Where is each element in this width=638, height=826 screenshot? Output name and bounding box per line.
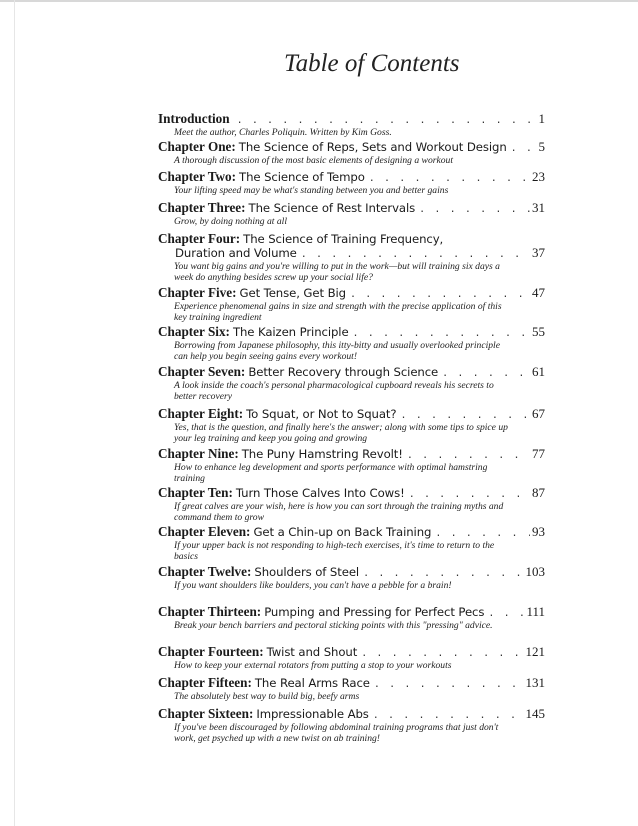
chapter-topic: The Science of Tempo: [239, 170, 365, 184]
toc-entry-heading: [158, 140, 545, 156]
page-number: 37: [532, 245, 545, 260]
page-number: 61: [532, 364, 545, 379]
toc-entry: [158, 365, 545, 402]
toc-entry: [158, 201, 545, 228]
dot-leader: [374, 678, 524, 692]
toc-entry-heading-continued: [158, 246, 545, 262]
chapter-topic: The Science of Training Frequency,: [243, 232, 444, 246]
page-title: Table of Contents: [284, 50, 460, 77]
chapter-label: Chapter Fourteen:: [158, 644, 264, 659]
chapter-description: How to keep your external rotators from putting a stop to your workouts: [174, 660, 452, 671]
chapter-topic: Better Recovery through Science: [248, 365, 439, 379]
toc-entry: [158, 407, 545, 444]
toc-entry: [158, 286, 545, 323]
toc-entry-heading: [158, 286, 545, 302]
toc-entry-heading: [158, 525, 545, 541]
dot-leader: [442, 367, 530, 381]
chapter-topic: The Puny Hamstring Revolt!: [241, 447, 403, 461]
page-number: 111: [526, 604, 545, 619]
dot-leader: [435, 527, 530, 541]
toc-entry-heading: [158, 170, 545, 186]
chapter-topic: The Science of Rest Intervals: [248, 201, 416, 215]
chapter-label: Chapter Nine:: [158, 446, 239, 461]
chapter-topic: The Science of Reps, Sets and Workout Design: [238, 140, 507, 154]
page-number: 121: [525, 644, 545, 659]
chapter-label: Chapter Six:: [158, 324, 230, 339]
chapter-topic: Turn Those Calves Into Cows!: [235, 486, 405, 500]
toc-entry: [158, 486, 545, 523]
chapter-description: Borrowing from Japanese philosophy, this itty-bitty and usually overlooked principle can help you begin seeing gains every workout!: [174, 340, 500, 362]
chapter-label: Chapter Thirteen:: [158, 604, 262, 619]
chapter-topic-continued: Duration and Volume: [175, 246, 297, 260]
chapter-topic: To Squat, or Not to Squat?: [246, 407, 397, 421]
toc-entry-heading: [158, 407, 545, 423]
chapter-label: Chapter Eleven:: [158, 524, 251, 539]
page-left-edge: [14, 0, 15, 826]
dot-leader: [409, 488, 530, 502]
toc-entry: [158, 325, 545, 362]
toc-entry-heading: [158, 676, 545, 692]
dot-leader: [363, 567, 523, 581]
chapter-description: Yes, that is the question, and finally here's the answer; along with some tips to spice up your leg training and keep you going and growing: [174, 422, 508, 444]
chapter-description: You want big gains and you're willing to put in the work—but will training six days a week do anything besides screw up your social life?: [174, 261, 500, 283]
chapter-description: A look inside the coach's personal pharmacological cupboard reveals his secrets to better recovery: [174, 380, 494, 402]
dot-leader: [511, 142, 537, 156]
dot-leader: [350, 288, 530, 302]
chapter-label: Chapter Four:: [158, 231, 241, 246]
chapter-topic: The Kaizen Principle: [232, 325, 349, 339]
dot-leader: [400, 409, 530, 423]
chapter-description: Experience phenomenal gains in size and strength with the precise application of this key training ingredient: [174, 301, 502, 323]
dot-leader: [419, 203, 530, 217]
chapter-topic: Shoulders of Steel: [254, 565, 360, 579]
toc-entry-heading: [158, 447, 545, 463]
toc-entry-heading: [158, 486, 545, 502]
toc-entry-heading: [158, 565, 545, 581]
page-number: 87: [532, 485, 545, 500]
chapter-description: If you've been discouraged by following abdominal training programs that just don't work, get psyched up with a new twist on ab training!: [174, 722, 499, 744]
dot-leader: [407, 449, 530, 463]
toc-entry: [158, 676, 545, 703]
chapter-label: Chapter One:: [158, 139, 236, 154]
dot-leader: [373, 709, 524, 723]
chapter-topic: Pumping and Pressing for Perfect Pecs: [264, 605, 485, 619]
chapter-description: Break your bench barriers and pectoral sticking points with this "pressing" advice.: [174, 620, 493, 631]
chapter-topic: Get a Chin-up on Back Training: [253, 525, 432, 539]
dot-leader: [488, 607, 524, 621]
page-number: 145: [525, 706, 545, 721]
chapter-description: If your upper back is not responding to high-tech exercises, it's time to return to the basics: [174, 540, 495, 562]
dot-leader: [237, 114, 537, 128]
toc-entry-heading: [158, 605, 545, 621]
page-number: 55: [532, 324, 545, 339]
toc-entry-heading: [158, 325, 545, 341]
toc-entry: [158, 447, 545, 484]
chapter-topic: Impressionable Abs: [256, 707, 369, 721]
chapter-label: Chapter Three:: [158, 200, 246, 215]
chapter-label: Chapter Seven:: [158, 364, 246, 379]
toc-entry: [158, 140, 545, 167]
page-number: 23: [532, 169, 545, 184]
toc-entry-heading: [158, 201, 545, 217]
chapter-description: How to enhance leg development and sports performance with optimal hamstring training: [174, 462, 488, 484]
toc-entry: [158, 232, 545, 283]
chapter-label: Chapter Five:: [158, 285, 237, 300]
toc-entry-heading: [158, 707, 545, 723]
page-number: 5: [538, 139, 545, 154]
page-number: 77: [532, 446, 545, 461]
page-number: 131: [525, 675, 545, 690]
chapter-topic: Twist and Shout: [266, 645, 358, 659]
dot-leader: [361, 647, 523, 661]
chapter-label: Chapter Sixteen:: [158, 706, 254, 721]
dot-leader: [353, 327, 530, 341]
page-number: 93: [532, 524, 545, 539]
chapter-topic: The Real Arms Race: [254, 676, 370, 690]
page-number: 31: [532, 200, 545, 215]
toc-entry: [158, 605, 545, 632]
chapter-description: If great calves are your wish, here is how you can sort through the training myths and command them to grow: [174, 501, 504, 523]
chapter-label: Chapter Eight:: [158, 406, 244, 421]
chapter-label: Introduction: [158, 111, 230, 126]
toc-entry: [158, 565, 545, 592]
toc-entry: [158, 112, 545, 139]
dot-leader: [369, 172, 530, 186]
dot-leader: [301, 248, 530, 262]
toc-entry: [158, 170, 545, 197]
chapter-description: A thorough discussion of the most basic elements of designing a workout: [174, 155, 454, 166]
toc-entry-heading: [158, 232, 545, 246]
chapter-description: Grow, by doing nothing at all: [174, 216, 287, 227]
toc-entry-heading: [158, 645, 545, 661]
chapter-description: The absolutely best way to build big, beefy arms: [174, 691, 360, 702]
toc-entry: [158, 645, 545, 672]
toc-entry-heading: [158, 112, 545, 128]
chapter-description: Your lifting speed may be what's standing between you and better gains: [174, 185, 449, 196]
chapter-topic: Get Tense, Get Big: [239, 286, 346, 300]
page-top-edge: [0, 0, 638, 2]
chapter-description: If you want shoulders like boulders, you can't have a pebble for a brain!: [174, 580, 452, 591]
page-number: 1: [538, 111, 545, 126]
page-number: 103: [525, 564, 545, 579]
chapter-description: Meet the author, Charles Poliquin. Written by Kim Goss.: [174, 127, 392, 138]
page-number: 67: [532, 406, 545, 421]
toc-entry-heading: [158, 365, 545, 381]
chapter-label: Chapter Ten:: [158, 485, 233, 500]
page-number: 47: [532, 285, 545, 300]
toc-entry: [158, 525, 545, 562]
toc-entry: [158, 707, 545, 744]
chapter-label: Chapter Twelve:: [158, 564, 252, 579]
chapter-label: Chapter Two:: [158, 169, 237, 184]
chapter-label: Chapter Fifteen:: [158, 675, 252, 690]
